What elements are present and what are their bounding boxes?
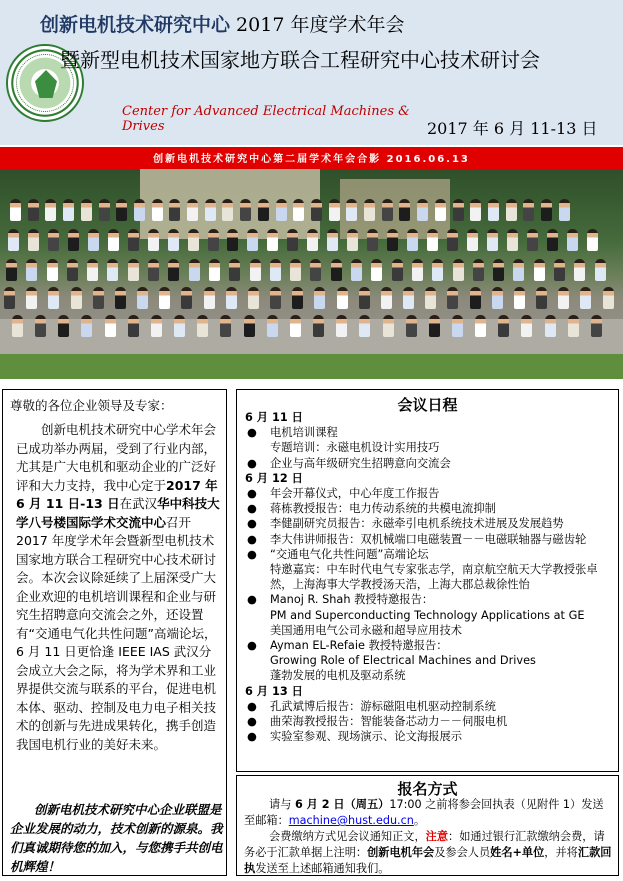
english-subtitle: Center for Advanced Electrical Machines & Drives (122, 104, 410, 134)
title-part1: 创新电机技术研究中心 (40, 14, 231, 36)
list-item: ● 电机培训课程 (247, 426, 338, 440)
list-item: ● 实验室参观、现场演示、论文海报展示 (247, 730, 463, 744)
letter-body: 创新电机技术研究中心学术年会已成功举办两届，受到了行业内部，尤其是广大电机和驱动企业的广泛好评和大力支持，我中心定于2017 年 6 月 11 日-13 日在武汉华中科技大学八号楼国际学术交流中心召开 2017 年度学术年会暨新型电机技术国家地方联合工程研究中心技术研讨会。本次会议除延续了上届深受广大企业欢迎的电机培训课程和企业与研究生招聘意向交流会之外，还设置有“交通电气化共性问题”高端论坛，6 月 11 日更恰逢 IEEE IAS 武汉分会成立大会之际，将为学术界和工业界提供交流与联系的平台，促进电机本体、驱动、控制及电力电子相关技术的创新与先进成果转化，携手创造我国电机行业的美好未来。 (16, 422, 220, 752)
list-item: ● Ayman EL-Refaie 教授特邀报告： (247, 639, 448, 653)
page-title-line2: 暨新型电机技术国家地方联合工程研究中心技术研讨会 (60, 48, 540, 72)
event-date: 2017 年 6 月 11-13 日 (427, 119, 598, 138)
list-item: ● 蒋栋教授报告：电力传动系统的共模电流抑制 (247, 502, 496, 516)
list-item: ● 年会开幕仪式，中心年度工作报告 (247, 487, 440, 501)
list-item: ● Manoj R. Shah 教授特邀报告： (247, 593, 434, 607)
agenda-day-3: 6 月 13 日 (245, 684, 303, 698)
list-item-detail: 美国通用电气公司永磁和超导应用技术 (270, 623, 463, 637)
agenda-title: 会议日程 (397, 396, 458, 414)
registration-title: 报名方式 (397, 780, 458, 798)
email-link[interactable]: machine@hust.edu.cn (288, 814, 414, 827)
list-item-detail: 蓬勃发展的电机及驱动系统 (270, 669, 406, 683)
list-item-detail: 专题培训：永磁电机设计实用技巧 (270, 441, 440, 455)
group-photo (0, 169, 623, 379)
list-item: ● “交通电气化共性问题”高端论坛 (247, 547, 429, 561)
registration-body: 请与 6 月 2 日（周五）17:00 之前将参会回执表（见附件 1）发送至邮箱：machine@hust.edu.cn。 会费缴纳方式见会议通知正文，注意：如通过银行汇款缴纳会费，请务必于汇款单据上注明：创新电机年会及参会人员姓名+单位，并将汇款回执发送至上述邮箱通知我们。 (244, 798, 612, 875)
agenda-list (245, 410, 615, 744)
list-item: ● 企业与高年级研究生招聘意向交流会 (247, 456, 451, 470)
page-title (40, 12, 600, 38)
letter-greeting: 尊敬的各位企业领导及专家： (10, 398, 173, 413)
title-part2: 2017 年度学术年会 (230, 14, 405, 36)
letter-slogan: 创新电机技术研究中心企业联盟是企业发展的动力，技术创新的源泉。我们真诚期待您的加入，与您携手共创电机辉煌！ (10, 802, 223, 874)
list-item: ● 李大伟讲师报告：双机械端口电磁装置－－电磁联轴器与磁齿轮 (247, 532, 587, 546)
list-item-detail: 特邀嘉宾：中车时代电气专家张志学，南京航空航天大学教授张卓然，上海海事大学教授汤天浩，上海大郡总裁徐性怡 (270, 563, 598, 592)
list-item: ● 李健副研究员报告：永磁牵引电机系统技术进展及发展趋势 (247, 517, 564, 531)
list-item: ● 曲荣海教授报告：智能装备芯动力－－伺服电机 (247, 715, 508, 729)
list-item-detail: PM and Superconducting Technology Applications at GE (270, 608, 585, 622)
list-item-detail: Growing Role of Electrical Machines and Drives (270, 654, 536, 668)
photo-caption-text: 创新电机技术研究中心第二届学术年会合影 2016.06.13 (153, 154, 470, 165)
agenda-day-1: 6 月 11 日 (245, 411, 303, 424)
list-item: ● 孔武斌博后报告：游标磁阻电机驱动控制系统 (247, 699, 496, 713)
agenda-day-2: 6 月 12 日 (245, 471, 303, 485)
